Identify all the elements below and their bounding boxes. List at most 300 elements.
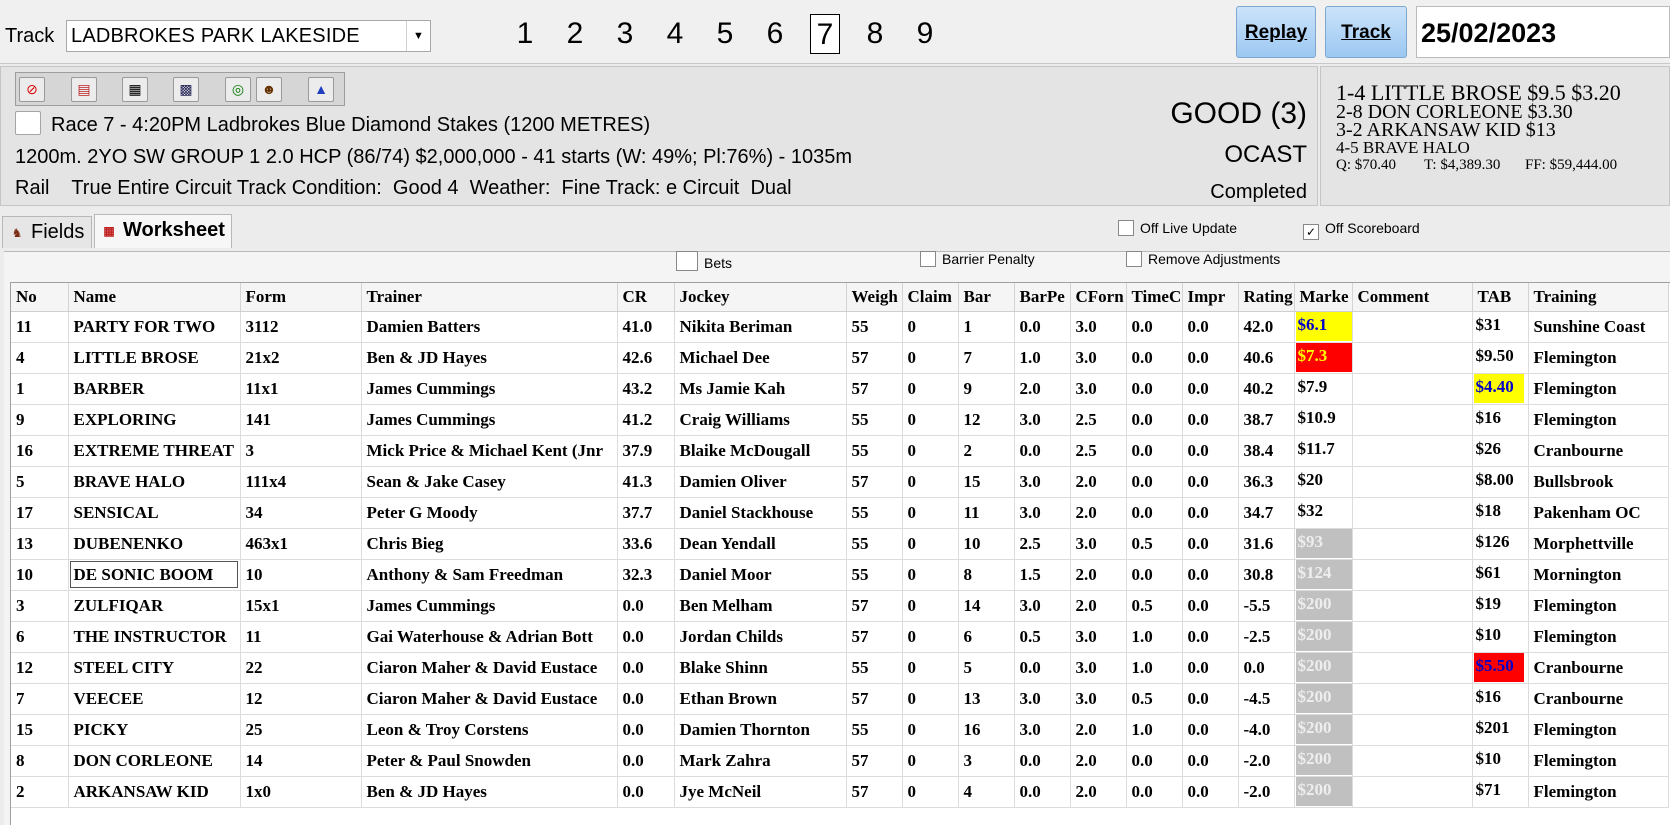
cell-cr[interactable]: 41.0 [617, 311, 674, 342]
cell-cform[interactable]: 2.0 [1070, 497, 1126, 528]
cell-no[interactable]: 7 [11, 683, 68, 714]
cell-rating[interactable]: 30.8 [1238, 559, 1294, 590]
cell-rating[interactable]: -4.0 [1238, 714, 1294, 745]
race-number-4[interactable]: 4 [666, 17, 684, 50]
cell-no[interactable]: 11 [11, 311, 68, 342]
cell-cform[interactable]: 2.5 [1070, 404, 1126, 435]
cell-bar[interactable]: 9 [958, 373, 1014, 404]
cell-timec[interactable]: 0.5 [1126, 683, 1182, 714]
cell-name[interactable]: PICKY [68, 714, 240, 745]
cell-market[interactable] [1294, 652, 1352, 683]
cell-weight[interactable]: 55 [846, 652, 902, 683]
race-number-5[interactable]: 5 [716, 17, 734, 50]
cell-no[interactable]: 16 [11, 435, 68, 466]
cell-tab[interactable] [1472, 497, 1528, 528]
cell-rating[interactable]: 42.0 [1238, 311, 1294, 342]
cell-market[interactable] [1294, 342, 1352, 373]
cell-impr[interactable]: 0.0 [1182, 559, 1238, 590]
cell-trainer[interactable]: Chris Bieg [361, 528, 617, 559]
cell-training[interactable]: Flemington [1528, 342, 1668, 373]
cell-timec[interactable]: 0.0 [1126, 342, 1182, 373]
cell-bar[interactable]: 6 [958, 621, 1014, 652]
cell-tab[interactable] [1472, 466, 1528, 497]
cell-form[interactable]: 3 [240, 435, 361, 466]
cell-bar[interactable]: 3 [958, 745, 1014, 776]
cell-form[interactable]: 1x0 [240, 776, 361, 807]
cell-comment[interactable] [1352, 528, 1472, 559]
column-header-name[interactable]: Name [68, 283, 240, 311]
cell-tab[interactable] [1472, 776, 1528, 807]
cell-training[interactable]: Bullsbrook [1528, 466, 1668, 497]
cell-name[interactable]: ARKANSAW KID [68, 776, 240, 807]
cell-jockey[interactable]: Ethan Brown [674, 683, 846, 714]
cell-jockey[interactable]: Damien Thornton [674, 714, 846, 745]
cell-cr[interactable]: 0.0 [617, 745, 674, 776]
cell-jockey[interactable]: Craig Williams [674, 404, 846, 435]
cell-jockey[interactable]: Ben Melham [674, 590, 846, 621]
cell-trainer[interactable]: Mick Price & Michael Kent (Jnr [361, 435, 617, 466]
cell-timec[interactable]: 0.0 [1126, 435, 1182, 466]
race-number-7[interactable]: 7 [810, 14, 840, 54]
cell-cform[interactable]: 2.0 [1070, 590, 1126, 621]
cell-claim[interactable]: 0 [902, 311, 958, 342]
cell-form[interactable]: 34 [240, 497, 361, 528]
bets-option[interactable] [676, 251, 732, 271]
cell-jockey[interactable]: Damien Oliver [674, 466, 846, 497]
cell-impr[interactable]: 0.0 [1182, 621, 1238, 652]
cell-tab[interactable] [1472, 342, 1528, 373]
race-number-3[interactable]: 3 [616, 17, 634, 50]
column-header-tab[interactable]: TAB [1472, 283, 1528, 311]
bets-checkbox[interactable] [676, 251, 698, 271]
cell-form[interactable]: 14 [240, 745, 361, 776]
cell-impr[interactable]: 0.0 [1182, 342, 1238, 373]
cell-form[interactable]: 141 [240, 404, 361, 435]
cell-weight[interactable]: 57 [846, 373, 902, 404]
cell-comment[interactable] [1352, 621, 1472, 652]
calculator-icon[interactable]: ▦ [122, 77, 148, 102]
cell-training[interactable]: Flemington [1528, 745, 1668, 776]
cell-impr[interactable]: 0.0 [1182, 745, 1238, 776]
cell-tab[interactable] [1472, 745, 1528, 776]
cell-claim[interactable]: 0 [902, 559, 958, 590]
cell-no[interactable]: 9 [11, 404, 68, 435]
cell-comment[interactable] [1352, 559, 1472, 590]
cell-claim[interactable]: 0 [902, 590, 958, 621]
barrier-penalty-checkbox[interactable] [920, 251, 936, 267]
cell-barpen[interactable]: 1.5 [1014, 559, 1070, 590]
off-live-update-checkbox[interactable] [1118, 220, 1134, 236]
cell-timec[interactable]: 0.5 [1126, 590, 1182, 621]
cell-bar[interactable]: 11 [958, 497, 1014, 528]
cell-name[interactable]: BARBER [68, 373, 240, 404]
cell-jockey[interactable]: Blake Shinn [674, 652, 846, 683]
cell-trainer[interactable]: Ben & JD Hayes [361, 776, 617, 807]
cell-bar[interactable]: 7 [958, 342, 1014, 373]
race-number-8[interactable]: 8 [866, 17, 884, 50]
cell-form[interactable]: 25 [240, 714, 361, 745]
cell-trainer[interactable]: Peter & Paul Snowden [361, 745, 617, 776]
off-live-update-option[interactable] [1118, 220, 1237, 236]
race-number-2[interactable]: 2 [566, 17, 584, 50]
cell-bar[interactable]: 12 [958, 404, 1014, 435]
race-number-1[interactable]: 1 [516, 17, 534, 50]
cell-form[interactable]: 11 [240, 621, 361, 652]
cell-trainer[interactable]: Leon & Troy Corstens [361, 714, 617, 745]
cell-comment[interactable] [1352, 776, 1472, 807]
cell-comment[interactable] [1352, 714, 1472, 745]
cell-bar[interactable]: 2 [958, 435, 1014, 466]
cell-cform[interactable]: 2.5 [1070, 435, 1126, 466]
cell-form[interactable]: 21x2 [240, 342, 361, 373]
cell-weight[interactable]: 57 [846, 621, 902, 652]
cell-trainer[interactable]: Ciaron Maher & David Eustace [361, 683, 617, 714]
race-number-6[interactable]: 6 [766, 17, 784, 50]
track-button[interactable]: Track [1325, 6, 1407, 58]
cell-cform[interactable]: 2.0 [1070, 559, 1126, 590]
cell-timec[interactable]: 0.0 [1126, 466, 1182, 497]
cell-training[interactable]: Flemington [1528, 621, 1668, 652]
cell-claim[interactable]: 0 [902, 466, 958, 497]
calendar-icon[interactable]: ▩ [173, 77, 199, 102]
cell-market[interactable] [1294, 621, 1352, 652]
cell-no[interactable]: 4 [11, 342, 68, 373]
cell-rating[interactable]: -2.0 [1238, 776, 1294, 807]
cell-market[interactable] [1294, 497, 1352, 528]
cell-cr[interactable]: 33.6 [617, 528, 674, 559]
cell-barpen[interactable]: 0.0 [1014, 435, 1070, 466]
cell-weight[interactable]: 55 [846, 714, 902, 745]
cell-form[interactable]: 15x1 [240, 590, 361, 621]
cell-name[interactable]: EXTREME THREAT [68, 435, 240, 466]
cell-weight[interactable]: 57 [846, 745, 902, 776]
cell-trainer[interactable]: James Cummings [361, 373, 617, 404]
column-header-comment[interactable]: Comment [1352, 283, 1472, 311]
table-row[interactable] [11, 311, 1668, 342]
cell-bar[interactable]: 1 [958, 311, 1014, 342]
cell-jockey[interactable]: Ms Jamie Kah [674, 373, 846, 404]
cell-comment[interactable] [1352, 373, 1472, 404]
cell-comment[interactable] [1352, 652, 1472, 683]
cell-claim[interactable]: 0 [902, 373, 958, 404]
cell-form[interactable]: 3112 [240, 311, 361, 342]
cell-trainer[interactable]: Ciaron Maher & David Eustace [361, 652, 617, 683]
cell-market[interactable] [1294, 745, 1352, 776]
race-number-9[interactable]: 9 [916, 17, 934, 50]
cell-name[interactable]: BRAVE HALO [68, 466, 240, 497]
cell-training[interactable]: Cranbourne [1528, 652, 1668, 683]
cell-comment[interactable] [1352, 342, 1472, 373]
cell-trainer[interactable]: Anthony & Sam Freedman [361, 559, 617, 590]
cell-cform[interactable]: 2.0 [1070, 714, 1126, 745]
cell-comment[interactable] [1352, 466, 1472, 497]
cell-impr[interactable]: 0.0 [1182, 466, 1238, 497]
cell-jockey[interactable]: Daniel Stackhouse [674, 497, 846, 528]
cell-cr[interactable]: 32.3 [617, 559, 674, 590]
cell-training[interactable]: Mornington [1528, 559, 1668, 590]
cell-market[interactable] [1294, 528, 1352, 559]
cell-tab[interactable] [1472, 714, 1528, 745]
cell-rating[interactable]: 36.3 [1238, 466, 1294, 497]
table-row[interactable] [11, 559, 1668, 590]
cell-weight[interactable]: 55 [846, 311, 902, 342]
cell-cr[interactable]: 0.0 [617, 683, 674, 714]
cell-cform[interactable]: 2.0 [1070, 776, 1126, 807]
cell-claim[interactable]: 0 [902, 435, 958, 466]
table-row[interactable] [11, 373, 1668, 404]
cell-form[interactable]: 463x1 [240, 528, 361, 559]
cell-name[interactable]: THE INSTRUCTOR [68, 621, 240, 652]
cell-timec[interactable]: 0.0 [1126, 373, 1182, 404]
cell-barpen[interactable]: 0.0 [1014, 311, 1070, 342]
remove-adjustments-option[interactable] [1126, 251, 1280, 267]
cell-name[interactable]: STEEL CITY [68, 652, 240, 683]
cell-jockey[interactable]: Daniel Moor [674, 559, 846, 590]
cell-barpen[interactable]: 3.0 [1014, 497, 1070, 528]
cell-bar[interactable]: 16 [958, 714, 1014, 745]
cell-cr[interactable]: 42.6 [617, 342, 674, 373]
cell-claim[interactable]: 0 [902, 776, 958, 807]
cell-tab[interactable] [1472, 683, 1528, 714]
cell-no[interactable]: 3 [11, 590, 68, 621]
cell-training[interactable]: Flemington [1528, 404, 1668, 435]
cell-impr[interactable]: 0.0 [1182, 776, 1238, 807]
cell-claim[interactable]: 0 [902, 621, 958, 652]
cell-jockey[interactable]: Mark Zahra [674, 745, 846, 776]
cell-cform[interactable]: 3.0 [1070, 683, 1126, 714]
cell-cform[interactable]: 2.0 [1070, 466, 1126, 497]
table-row[interactable] [11, 590, 1668, 621]
worksheet-grid[interactable] [10, 282, 1670, 825]
cell-bar[interactable]: 5 [958, 652, 1014, 683]
column-header-rating[interactable]: Rating [1238, 283, 1294, 311]
cell-cr[interactable]: 0.0 [617, 714, 674, 745]
cell-rating[interactable]: 0.0 [1238, 652, 1294, 683]
cell-bar[interactable]: 15 [958, 466, 1014, 497]
cell-claim[interactable]: 0 [902, 714, 958, 745]
cell-bar[interactable]: 14 [958, 590, 1014, 621]
cell-comment[interactable] [1352, 435, 1472, 466]
column-header-cforn[interactable]: CForn [1070, 283, 1126, 311]
cell-name[interactable]: PARTY FOR TWO [68, 311, 240, 342]
cell-impr[interactable]: 0.0 [1182, 683, 1238, 714]
cell-market[interactable] [1294, 373, 1352, 404]
column-header-training[interactable]: Training [1528, 283, 1668, 311]
table-row[interactable] [11, 404, 1668, 435]
cell-barpen[interactable]: 3.0 [1014, 466, 1070, 497]
cell-cform[interactable]: 3.0 [1070, 373, 1126, 404]
cell-impr[interactable]: 0.0 [1182, 528, 1238, 559]
column-header-marke[interactable]: Marke [1294, 283, 1352, 311]
column-header-bar[interactable]: Bar [958, 283, 1014, 311]
cell-jockey[interactable]: Michael Dee [674, 342, 846, 373]
cell-training[interactable]: Sunshine Coast [1528, 311, 1668, 342]
cell-rating[interactable]: 40.2 [1238, 373, 1294, 404]
cell-claim[interactable]: 0 [902, 683, 958, 714]
cell-weight[interactable]: 55 [846, 559, 902, 590]
cell-timec[interactable]: 0.0 [1126, 497, 1182, 528]
cell-barpen[interactable]: 0.0 [1014, 745, 1070, 776]
cell-claim[interactable]: 0 [902, 404, 958, 435]
cell-name[interactable]: SENSICAL [68, 497, 240, 528]
cell-barpen[interactable]: 2.0 [1014, 373, 1070, 404]
cell-timec[interactable]: 1.0 [1126, 652, 1182, 683]
stop-icon[interactable]: ⊘ [19, 77, 45, 102]
tab-worksheet[interactable] [94, 214, 232, 248]
cell-trainer[interactable]: James Cummings [361, 590, 617, 621]
cell-training[interactable]: Cranbourne [1528, 435, 1668, 466]
cell-trainer[interactable]: Peter G Moody [361, 497, 617, 528]
cell-jockey[interactable]: Jye McNeil [674, 776, 846, 807]
cell-barpen[interactable]: 0.0 [1014, 652, 1070, 683]
cell-training[interactable]: Flemington [1528, 373, 1668, 404]
cell-timec[interactable]: 0.0 [1126, 559, 1182, 590]
cell-training[interactable]: Cranbourne [1528, 683, 1668, 714]
cell-barpen[interactable]: 3.0 [1014, 714, 1070, 745]
tab-fields[interactable] [2, 216, 92, 248]
cell-comment[interactable] [1352, 404, 1472, 435]
cell-name[interactable]: ZULFIQAR [68, 590, 240, 621]
cell-training[interactable]: Flemington [1528, 776, 1668, 807]
cell-training[interactable]: Flemington [1528, 714, 1668, 745]
table-row[interactable] [11, 466, 1668, 497]
cell-no[interactable]: 15 [11, 714, 68, 745]
cell-trainer[interactable]: James Cummings [361, 404, 617, 435]
cell-form[interactable]: 11x1 [240, 373, 361, 404]
date-field[interactable]: 25/02/2023 [1416, 6, 1670, 58]
cell-cr[interactable]: 0.0 [617, 590, 674, 621]
cell-trainer[interactable]: Damien Batters [361, 311, 617, 342]
cell-jockey[interactable]: Dean Yendall [674, 528, 846, 559]
cell-barpen[interactable]: 3.0 [1014, 683, 1070, 714]
cell-trainer[interactable]: Ben & JD Hayes [361, 342, 617, 373]
cell-rating[interactable]: 38.7 [1238, 404, 1294, 435]
column-header-jockey[interactable]: Jockey [674, 283, 846, 311]
race-checkbox[interactable] [15, 111, 41, 135]
cell-timec[interactable]: 0.0 [1126, 311, 1182, 342]
column-header-impr[interactable]: Impr [1182, 283, 1238, 311]
cell-market[interactable] [1294, 714, 1352, 745]
cell-market[interactable] [1294, 683, 1352, 714]
cell-barpen[interactable]: 3.0 [1014, 590, 1070, 621]
cell-weight[interactable]: 55 [846, 435, 902, 466]
cell-timec[interactable]: 1.0 [1126, 714, 1182, 745]
cell-weight[interactable]: 57 [846, 466, 902, 497]
cell-cform[interactable]: 3.0 [1070, 652, 1126, 683]
cell-name[interactable]: DON CORLEONE [68, 745, 240, 776]
cell-form[interactable]: 111x4 [240, 466, 361, 497]
table-row[interactable] [11, 683, 1668, 714]
cell-claim[interactable]: 0 [902, 497, 958, 528]
cell-rating[interactable]: 40.6 [1238, 342, 1294, 373]
cell-cr[interactable]: 41.3 [617, 466, 674, 497]
cell-form[interactable]: 22 [240, 652, 361, 683]
cell-tab[interactable] [1472, 528, 1528, 559]
cell-no[interactable]: 2 [11, 776, 68, 807]
target-icon[interactable]: ◎ [225, 77, 251, 102]
cell-cr[interactable]: 41.2 [617, 404, 674, 435]
cell-weight[interactable]: 55 [846, 404, 902, 435]
cell-jockey[interactable]: Jordan Childs [674, 621, 846, 652]
cell-no[interactable]: 10 [11, 559, 68, 590]
cell-weight[interactable]: 57 [846, 683, 902, 714]
table-row[interactable] [11, 435, 1668, 466]
cell-cr[interactable]: 37.7 [617, 497, 674, 528]
table-row[interactable] [11, 652, 1668, 683]
column-header-cr[interactable]: CR [617, 283, 674, 311]
cell-comment[interactable] [1352, 745, 1472, 776]
cell-cr[interactable]: 0.0 [617, 652, 674, 683]
column-header-timec[interactable]: TimeC [1126, 283, 1182, 311]
off-scoreboard-option[interactable] [1303, 220, 1420, 240]
cell-impr[interactable]: 0.0 [1182, 404, 1238, 435]
cell-rating[interactable]: 31.6 [1238, 528, 1294, 559]
track-select[interactable] [66, 20, 431, 52]
cell-tab[interactable] [1472, 590, 1528, 621]
cell-trainer[interactable]: Sean & Jake Casey [361, 466, 617, 497]
cell-no[interactable]: 5 [11, 466, 68, 497]
cell-name[interactable]: VEECEE [68, 683, 240, 714]
chevron-down-icon[interactable]: ▼ [406, 21, 430, 51]
off-scoreboard-checkbox[interactable]: ✓ [1303, 224, 1319, 240]
cell-jockey[interactable]: Blaike McDougall [674, 435, 846, 466]
cell-barpen[interactable]: 0.5 [1014, 621, 1070, 652]
cell-rating[interactable]: -2.5 [1238, 621, 1294, 652]
cell-market[interactable] [1294, 466, 1352, 497]
cell-no[interactable]: 1 [11, 373, 68, 404]
cell-cr[interactable]: 0.0 [617, 621, 674, 652]
cell-no[interactable]: 17 [11, 497, 68, 528]
cell-name[interactable]: DE SONIC BOOM [68, 559, 240, 590]
cell-cform[interactable]: 2.0 [1070, 745, 1126, 776]
cell-barpen[interactable]: 2.5 [1014, 528, 1070, 559]
barrier-penalty-option[interactable] [920, 251, 1035, 267]
cell-training[interactable]: Morphettville [1528, 528, 1668, 559]
cell-impr[interactable]: 0.0 [1182, 590, 1238, 621]
cell-cform[interactable]: 3.0 [1070, 311, 1126, 342]
cell-name[interactable]: DUBENENKO [68, 528, 240, 559]
cell-timec[interactable]: 1.0 [1126, 621, 1182, 652]
cell-claim[interactable]: 0 [902, 745, 958, 776]
cell-tab[interactable] [1472, 652, 1528, 683]
cell-form[interactable]: 10 [240, 559, 361, 590]
cell-bar[interactable]: 13 [958, 683, 1014, 714]
cell-cform[interactable]: 3.0 [1070, 342, 1126, 373]
cell-comment[interactable] [1352, 590, 1472, 621]
cell-trainer[interactable]: Gai Waterhouse & Adrian Bott [361, 621, 617, 652]
cell-tab[interactable] [1472, 559, 1528, 590]
chart-icon[interactable]: ▤ [71, 77, 97, 102]
cell-rating[interactable]: 34.7 [1238, 497, 1294, 528]
cell-cform[interactable]: 3.0 [1070, 621, 1126, 652]
cell-rating[interactable]: -2.0 [1238, 745, 1294, 776]
column-header-barpe[interactable]: BarPe [1014, 283, 1070, 311]
cell-claim[interactable]: 0 [902, 528, 958, 559]
cell-barpen[interactable]: 1.0 [1014, 342, 1070, 373]
cell-market[interactable] [1294, 435, 1352, 466]
cell-tab[interactable] [1472, 404, 1528, 435]
navigate-icon[interactable]: ▲ [308, 77, 334, 102]
cell-weight[interactable]: 57 [846, 342, 902, 373]
column-header-weigh[interactable]: Weigh [846, 283, 902, 311]
table-row[interactable] [11, 776, 1668, 807]
cell-impr[interactable]: 0.0 [1182, 311, 1238, 342]
table-row[interactable] [11, 621, 1668, 652]
table-row[interactable] [11, 528, 1668, 559]
column-header-form[interactable]: Form [240, 283, 361, 311]
cell-rating[interactable]: -5.5 [1238, 590, 1294, 621]
cell-barpen[interactable]: 3.0 [1014, 404, 1070, 435]
